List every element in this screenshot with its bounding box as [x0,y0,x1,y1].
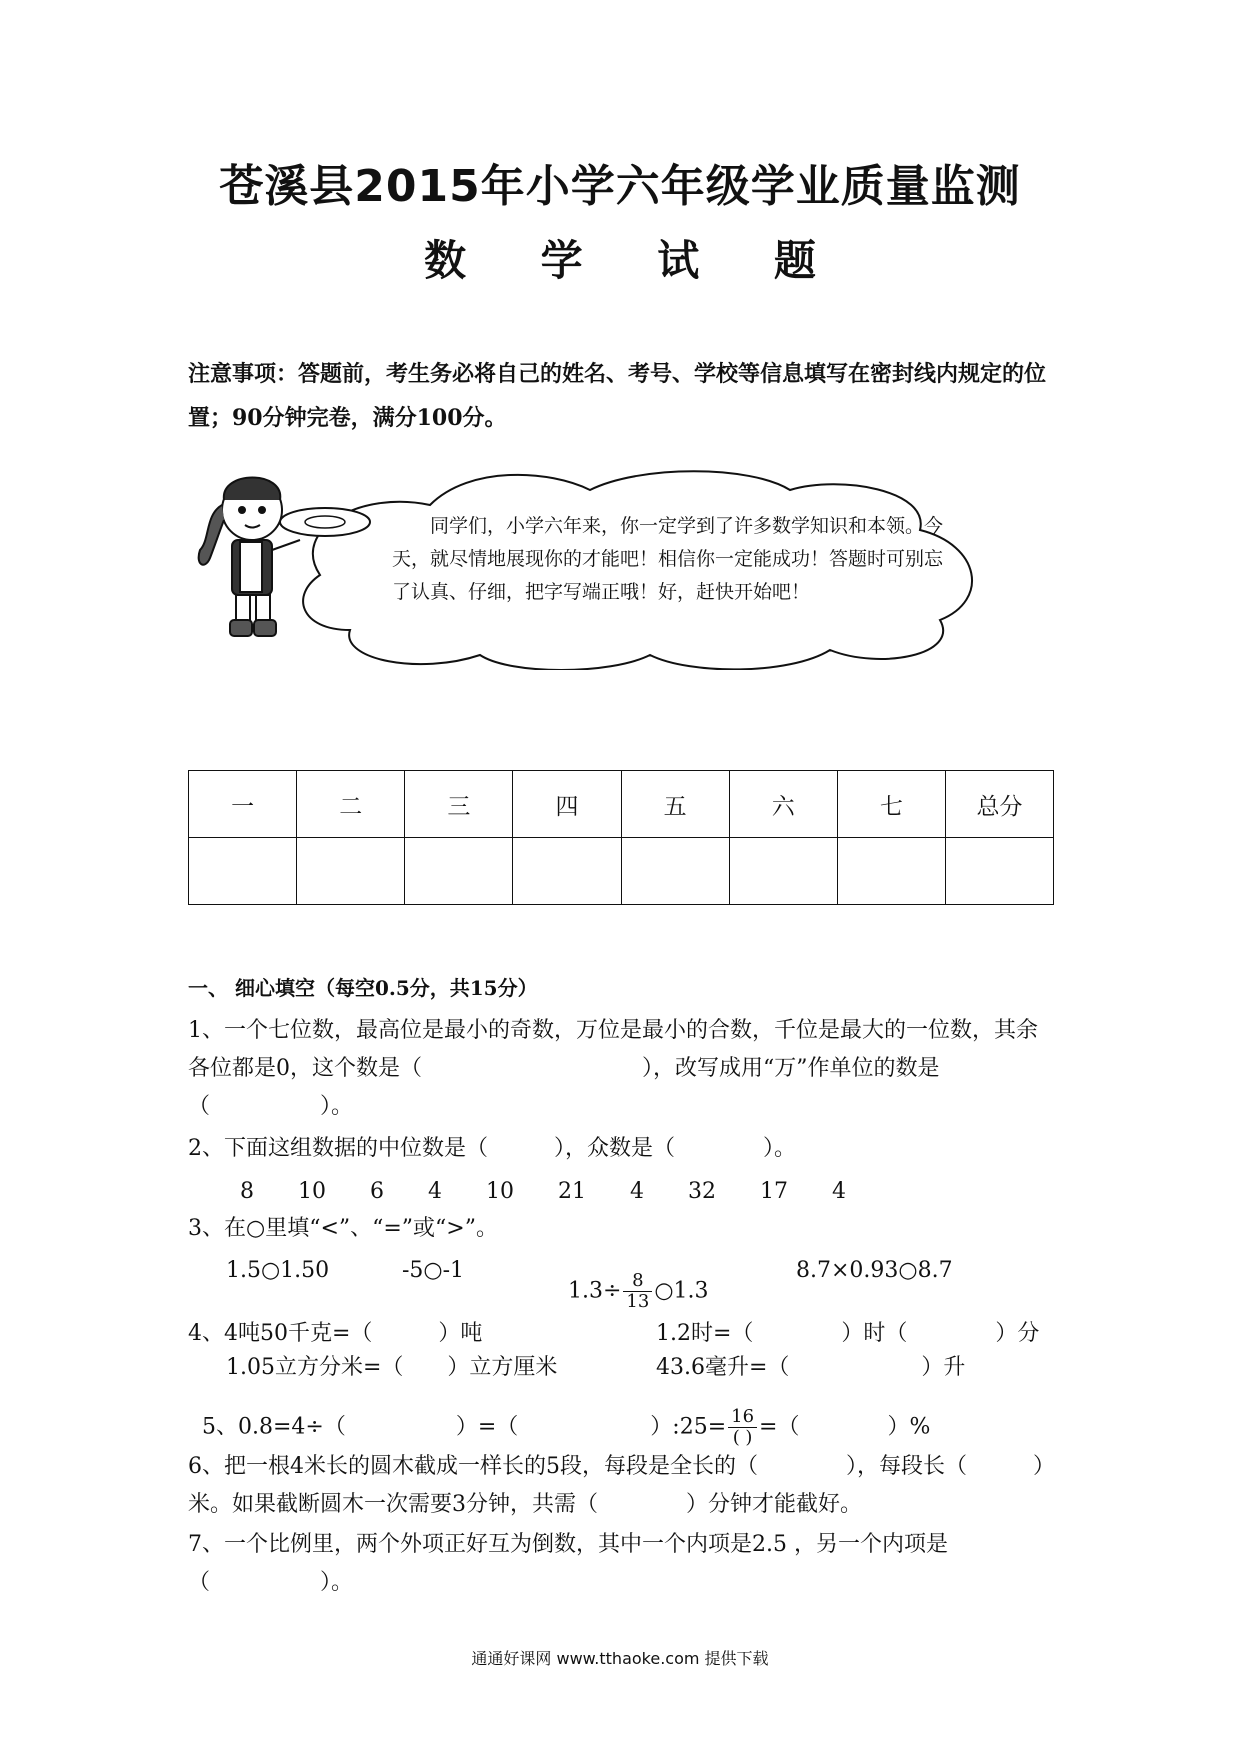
fraction-numerator: 8 [623,1271,652,1292]
question-2: 2、下面这组数据的中位数是（ ），众数是（ ）。 [188,1136,796,1161]
score-entry-cell[interactable] [945,838,1053,905]
fraction [623,1271,652,1312]
score-entry-cell[interactable] [837,838,945,905]
question-5 [188,1382,930,1448]
fraction [728,1407,757,1448]
score-header-cell: 五 [621,771,729,838]
fraction-numerator: 16 [728,1407,757,1428]
score-entry-cell[interactable] [621,838,729,905]
title-line1: 苍溪县2015年小学六年级学业质量监测 [219,161,1021,212]
section1-heading: 一、 细心填空（每空0.5分，共15分） [188,976,538,1000]
score-header-cell: 七 [837,771,945,838]
question-3: 3、在○里填“<”、“=”或“>”。 [188,1216,498,1241]
score-entry-cell[interactable] [297,838,405,905]
girl-icon [199,478,300,637]
question-5-pre: 5、0.8=4÷（ ）=（ ）:25= [202,1414,727,1440]
fraction-denominator: 13 [626,1291,650,1312]
score-table [188,770,1054,905]
question-4-d: 43.6毫升=（ ）升 [656,1355,966,1380]
title-line2: 数 学 试 题 [424,236,846,285]
score-header-cell: 一 [189,771,297,838]
question-4-b: 1.2时=（ ）时（ ）分 [656,1321,1040,1346]
score-header-cell: 总分 [945,771,1053,838]
score-header-cell: 二 [297,771,405,838]
speech-bubble-text: 同学们，小学六年来，你一定学到了许多数学知识和本领。今天，就尽情地展现你的才能吧！相信你一定能成功！答题时可别忘了认真、仔细，把字写端正哦！好，赶快开始吧！ [392,515,944,603]
score-entry-cell[interactable] [729,838,837,905]
score-entry-cell[interactable] [405,838,513,905]
score-table-entry-row [189,838,1054,905]
fraction-denominator: ( ) [732,1427,753,1448]
notice-text: 注意事项：答题前，考生务必将自己的姓名、考号、学校等信息填写在密封线内规定的位置；90分钟完卷，满分100分。 [188,361,1047,431]
question-3-d: 8.7×0.93○8.7 [796,1258,953,1283]
question-3-c-pre: 1.3÷ [568,1278,622,1304]
question-3-c-post: ○1.3 [654,1278,709,1304]
score-header-cell: 三 [405,771,513,838]
footer-text: 通通好课网 www.tthaoke.com 提供下载 [471,1649,769,1668]
question-7: 7、一个比例里，两个外项正好互为倒数，其中一个内项是2.5 ，另一个内项是（ ）。 [188,1532,948,1595]
question-1: 1、一个七位数，最高位是最小的奇数，万位是最小的合数，千位是最大的一位数，其余各位都是0，这个数是（ ），改写成用“万”作单位的数是（ ）。 [188,1018,1038,1119]
question-3-a: 1.5○1.50 [226,1258,330,1283]
question-3-c [554,1246,709,1312]
question-2-data: 8 10 6 4 10 21 4 32 17 4 [240,1179,846,1204]
question-6: 6、把一根4米长的圆木截成一样长的5段，每段是全长的（ ），每段长（ ）米。如果截断圆木一次需要3分钟，共需（ ）分钟才能截好。 [188,1454,1055,1517]
score-header-cell: 四 [513,771,621,838]
score-table-header-row [189,771,1054,838]
score-entry-cell[interactable] [513,838,621,905]
score-entry-cell[interactable] [189,838,297,905]
score-header-cell: 六 [729,771,837,838]
question-4-a: 4、4吨50千克=（ ）吨 [188,1321,483,1346]
question-5-post: =（ ）% [759,1414,931,1440]
question-4-c: 1.05立方分米=（ ）立方厘米 [226,1355,558,1380]
question-3-b: -5○-1 [402,1258,465,1283]
